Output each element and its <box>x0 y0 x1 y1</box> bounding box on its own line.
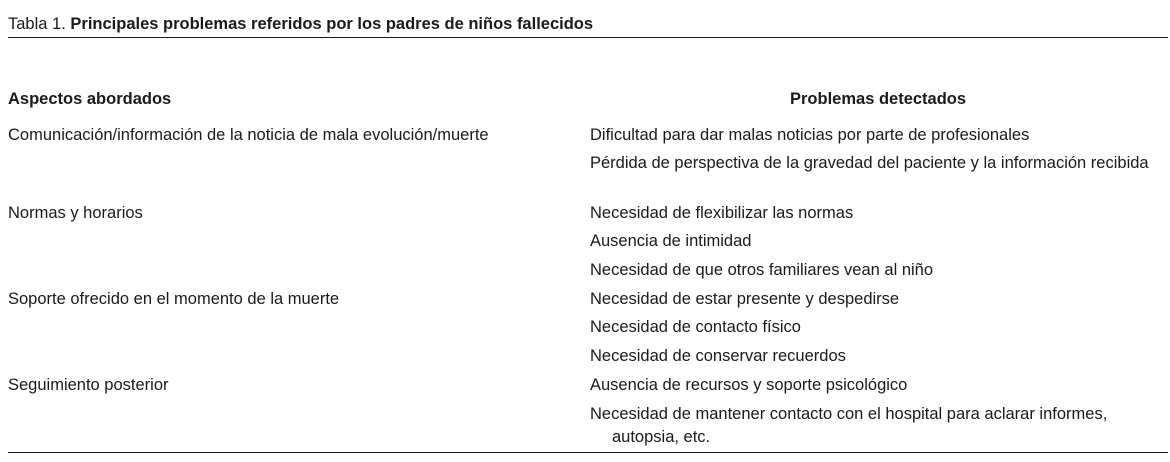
problem-cell: Necesidad de contacto físico <box>590 318 801 336</box>
aspect-cell: Normas y horarios <box>8 204 143 222</box>
top-rule <box>8 37 1168 38</box>
table-title <box>8 14 593 34</box>
problem-cell: Necesidad de flexibilizar las normas <box>590 204 854 222</box>
aspect-cell: Comunicación/información de la noticia de mala evolución/muerte <box>8 126 489 144</box>
table-caption: Principales problemas referidos por los padres de niños fallecidos <box>70 15 594 33</box>
aspect-cell: Seguimiento posterior <box>8 376 169 394</box>
header-problems: Problemas detectados <box>790 90 967 108</box>
problem-cell: Necesidad de que otros familiares vean al niño <box>590 261 934 279</box>
aspect-cell: Soporte ofrecido en el momento de la muerte <box>8 290 340 308</box>
problem-cell: Dificultad para dar malas noticias por parte de profesionales <box>590 126 1030 144</box>
problem-cell: Necesidad de conservar recuerdos <box>590 347 846 365</box>
problem-cell: Necesidad de estar presente y despedirse <box>590 290 900 308</box>
bottom-rule <box>8 452 1168 453</box>
table-label: Tabla 1. <box>8 15 66 33</box>
header-aspects: Aspectos abordados <box>8 90 172 108</box>
problem-cell: Pérdida de perspectiva de la gravedad del paciente y la información recibida <box>590 154 1149 172</box>
problem-cell: Ausencia de recursos y soporte psicológico <box>590 376 908 394</box>
problem-cell: Necesidad de mantener contacto con el hospital para aclarar informes, autopsia, etc. <box>590 405 1108 446</box>
problem-cell: Ausencia de intimidad <box>590 232 752 250</box>
